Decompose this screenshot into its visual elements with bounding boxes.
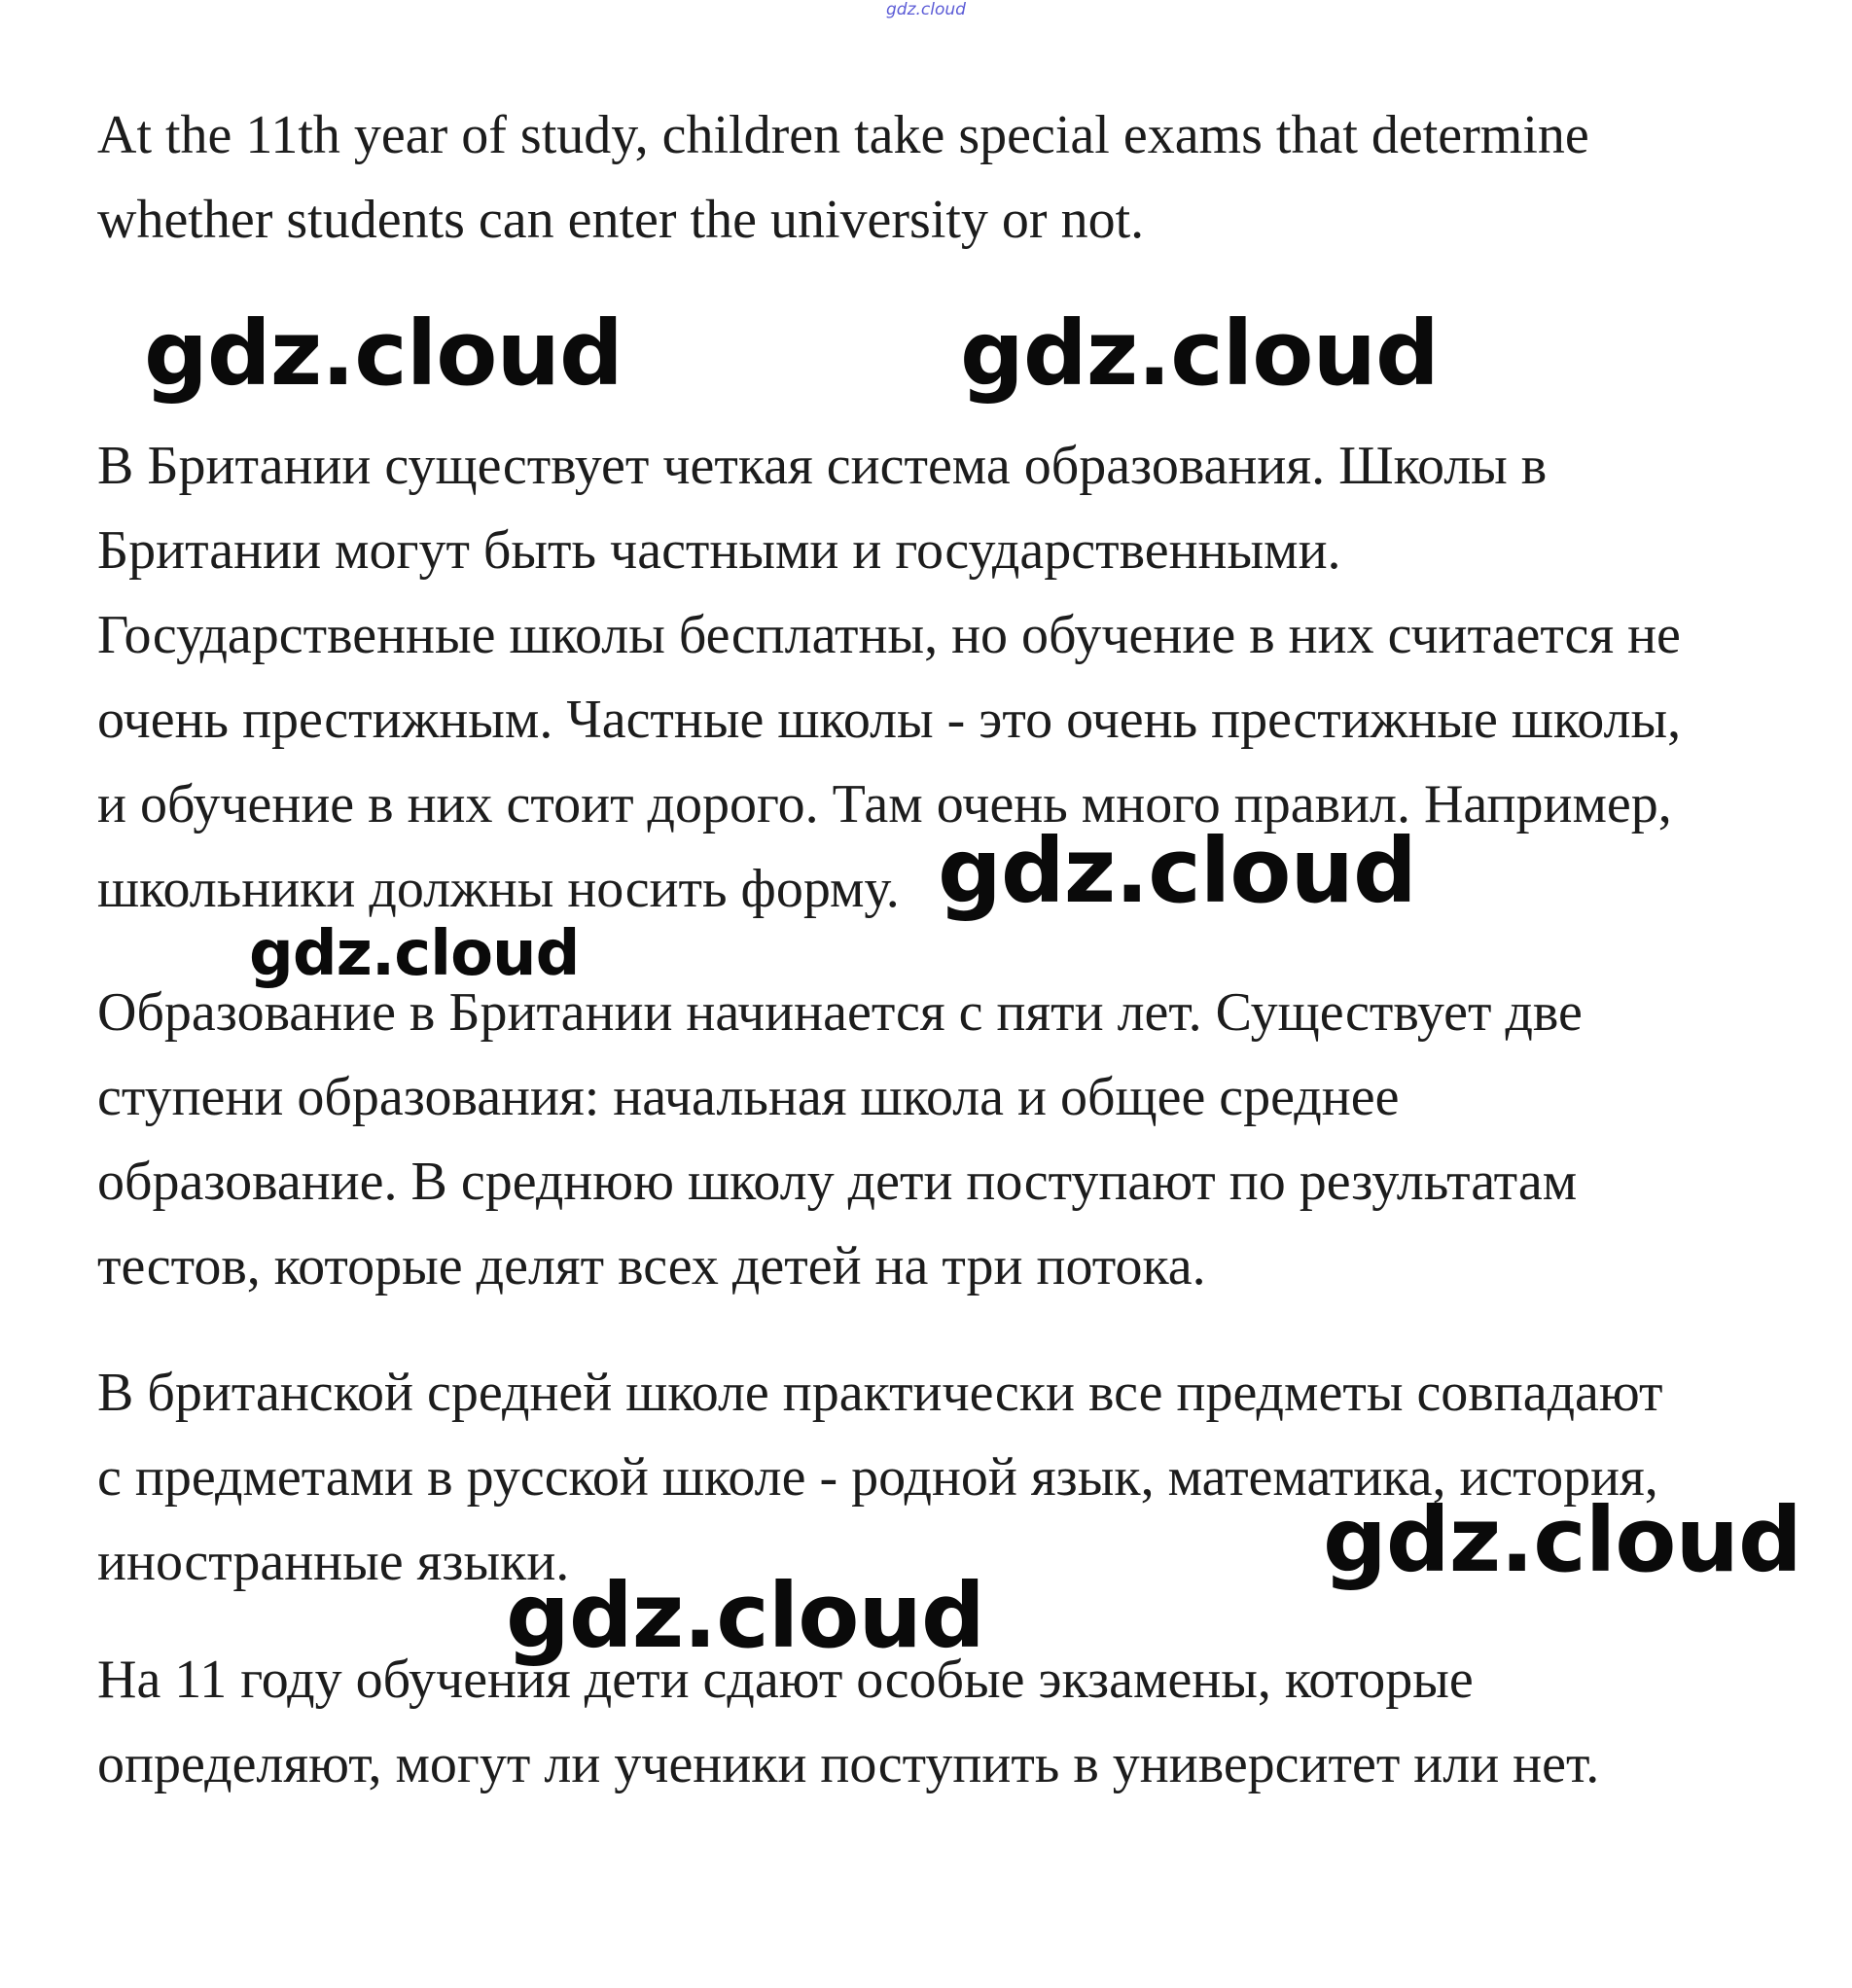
paragraph-subjects: В британской средней школе практически все предметы совпадают с предметами в русской школе - родной язык, математика, история, иностранные языки. — [97, 1363, 1663, 1592]
watermark: gdz.cloud — [960, 302, 1439, 406]
watermark: gdz.cloud — [506, 1564, 984, 1668]
watermark: gdz.cloud — [144, 302, 623, 406]
header-watermark: gdz.cloud — [886, 0, 966, 19]
watermark: gdz.cloud — [249, 918, 580, 990]
paragraph-education-stages: Образование в Британии начинается с пяти лет. Существует две ступени образования: начальная школа и общее среднее образование. В среднюю школу дети поступают по результатам тестов, которые делят всех детей на три потока. — [97, 982, 1583, 1296]
paragraph-school-types: В Британии существует четкая система образования. Школы в Британии могут быть частными и государственными. Государственные школы бесплатны, но обучение в них считается не очень престижным. Частные школы - это очень престижные школы, и обучение в них стоит дорого. Там очень много правил. Например, школьники должны носить форму. — [97, 436, 1682, 919]
watermark: gdz.cloud — [1323, 1488, 1801, 1592]
paragraph-exams: На 11 году обучения дети сдают особые экзамены, которые определяют, могут ли ученики поступить в университет или нет. — [97, 1650, 1600, 1794]
paragraph-english: At the 11th year of study, children take special exams that determine whether students can enter the university or not. — [97, 105, 1589, 250]
watermark: gdz.cloud — [938, 819, 1416, 923]
